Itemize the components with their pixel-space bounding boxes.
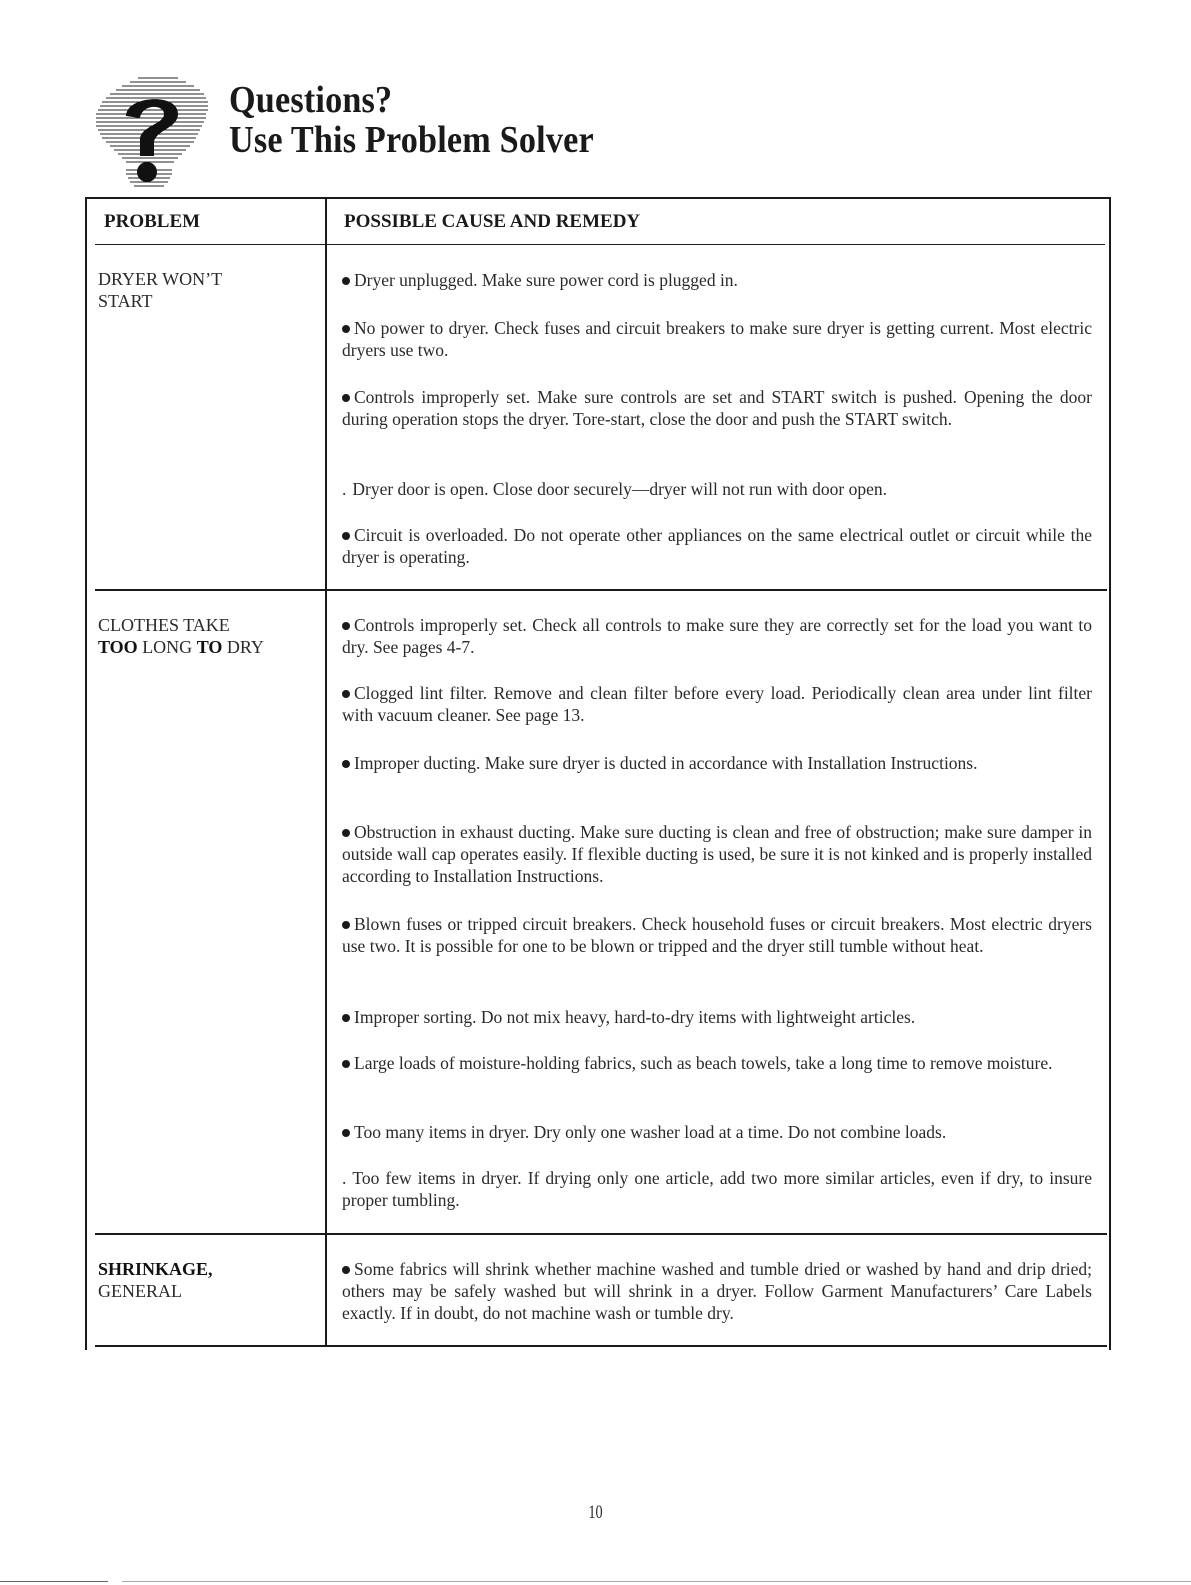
column-header-problem: PROBLEM <box>104 211 201 232</box>
bullet-icon <box>342 325 350 333</box>
period-marker: . <box>342 1168 347 1188</box>
header-divider <box>95 244 1105 245</box>
bullet-icon <box>342 921 350 929</box>
bullet-icon <box>342 829 350 837</box>
remedy-item: No power to dryer. Check fuses and circuit breakers to make sure dryer is getting current. Most electric dryers use two. <box>342 318 1092 360</box>
remedy-item: Dryer unplugged. Make sure power cord is plugged in. <box>342 269 1092 291</box>
bullet-icon <box>342 277 350 285</box>
remedy-item: Improper sorting. Do not mix heavy, hard-to-dry items with lightweight articles. <box>342 1006 1092 1028</box>
remedy-item: Improper ducting. Make sure dryer is ducted in accordance with Installation Instructions. <box>342 752 1092 774</box>
row-divider-2 <box>95 1233 1107 1235</box>
page-number: 10 <box>588 1502 603 1523</box>
title-line-2: Use This Problem Solver <box>229 119 594 161</box>
bullet-icon <box>342 1129 350 1137</box>
remedy-item: Controls improperly set. Check all controls to make sure they are correctly set for the load you want to dry. See pages 4-7. <box>342 615 1092 657</box>
bullet-icon <box>342 1266 350 1274</box>
bullet-icon <box>342 1014 350 1022</box>
table-bottom-border <box>95 1345 1107 1347</box>
column-header-remedy: POSSIBLE CAUSE AND REMEDY <box>344 211 641 232</box>
bullet-icon <box>342 1060 350 1068</box>
remedy-item: Controls improperly set. Make sure controls are set and START switch is pushed. Opening the door during operation stops the dryer. Tore-start, close the door and push the START switch. <box>342 387 1092 429</box>
remedy-item: Too many items in dryer. Dry only one washer load at a time. Do not combine loads. <box>342 1121 1092 1143</box>
remedy-item: . Dryer door is open. Close door securely—dryer will not run with door open. <box>342 479 887 499</box>
bullet-icon <box>342 760 350 768</box>
table-top-border <box>85 197 1111 199</box>
question-mark-icon <box>86 72 214 192</box>
remedy-item: Clogged lint filter. Remove and clean filter before every load. Periodically clean area under lint filter with vacuum cleaner. See page 13. <box>342 683 1092 725</box>
remedy-item: Circuit is overloaded. Do not operate other appliances on the same electrical outlet or circuit while the dryer is operating. <box>342 525 1092 567</box>
column-divider <box>325 198 327 1346</box>
remedy-item: Obstruction in exhaust ducting. Make sure ducting is clean and free of obstruction; make sure damper in outside wall cap operates easily. If flexible ducting is used, be sure it is not kinked and is properly installed according to Installation Instructions. <box>342 822 1092 886</box>
footer-rule-right <box>122 1581 1191 1582</box>
problem-shrinkage-general: SHRINKAGE, GENERAL <box>98 1259 213 1301</box>
remedy-item: Blown fuses or tripped circuit breakers. Check household fuses or circuit breakers. Most electric dryers use two. It is possible for one to be blown or tripped and the dryer still tumble without heat. <box>342 914 1092 956</box>
remedy-item: Large loads of moisture-holding fabrics, such as beach towels, take a long time to remove moisture. <box>342 1052 1092 1074</box>
remedy-item: Some fabrics will shrink whether machine washed and tumble dried or washed by hand and drip dried; others may be safely washed but will shrink in a dryer. Follow Garment Manufacturers’ Care Labels exactly. If in doubt, do not machine wash or tumble dry. <box>342 1259 1092 1323</box>
problem-dryer-wont-start: DRYER WON’T START <box>98 269 223 311</box>
table-right-border <box>1109 198 1111 1350</box>
period-marker: . <box>342 479 347 499</box>
bullet-icon <box>342 690 350 698</box>
table-left-border <box>85 198 87 1350</box>
bullet-icon <box>342 622 350 630</box>
row-divider-1 <box>95 589 1107 591</box>
remedy-item: . Too few items in dryer. If drying only one article, add two more similar articles, even if dry, to insure proper tumbling. <box>342 1168 1092 1210</box>
bullet-icon <box>342 394 350 402</box>
problem-clothes-take-too-long: CLOTHES TAKE TOO LONG TO DRY <box>98 615 264 657</box>
title-line-1: Questions? <box>229 79 393 121</box>
bullet-icon <box>342 532 350 540</box>
footer-rule-left <box>0 1581 108 1582</box>
